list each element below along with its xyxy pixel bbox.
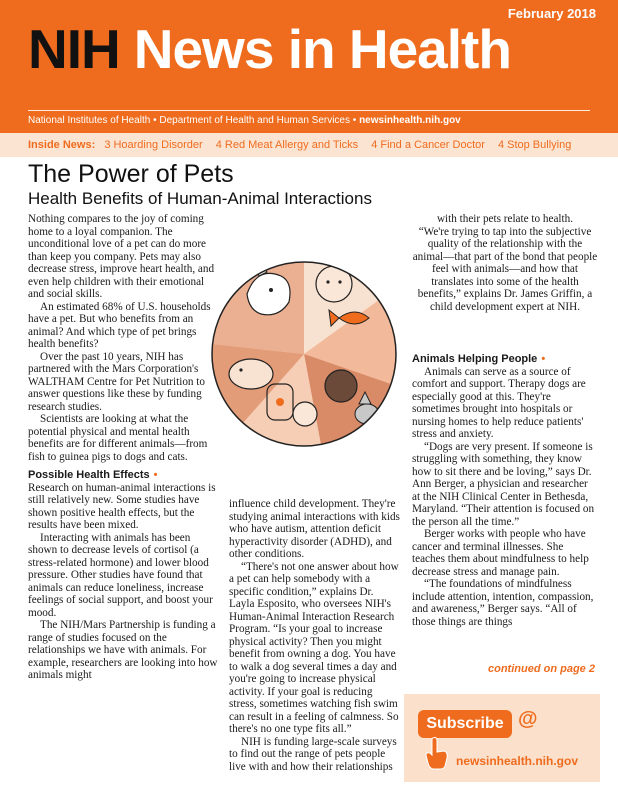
at-symbol-icon: @ (518, 708, 538, 730)
article-subtitle: Health Benefits of Human-Animal Interactions (28, 189, 372, 208)
pointing-hand-icon (424, 736, 450, 770)
paragraph: An estimated 68% of U.S. households have a pet. But who benefits from an animal? And which type of pet brings health benefits? (28, 300, 211, 350)
inside-news-page: 3 (104, 139, 111, 151)
paragraph: Scientists are looking at what the potential physical and mental health benefits are for different animals—from fish to guinea pigs to dogs and cats. (28, 413, 208, 463)
man-face-icon (316, 266, 352, 302)
article-column-3 (412, 347, 598, 628)
subscribe-url-link[interactable]: newsinhealth.nih.gov (456, 754, 579, 768)
paragraph: Berger works with people who have cancer and terminal illnesses. She teaches them about mindfulness to help decrease stress and manage pain. (412, 528, 589, 578)
paragraph: Over the past 10 years, NIH has partnered with the Mars Corporation's WALTHAM Centre for Pet Nutrition to answer questions like these by funding research studies. (28, 350, 206, 413)
bird-icon (276, 398, 284, 406)
inside-news-item-cancer-doctor[interactable] (371, 139, 485, 151)
section-heading-animals-helping (412, 353, 598, 366)
continued-link[interactable]: continued on page 2 (488, 663, 595, 675)
inside-news-label: Inside News: (28, 139, 96, 151)
paragraph: Research on human-animal interactions is still relatively new. Some studies have shown positive health effects, but the results have been mixed. (28, 481, 216, 531)
article-title: The Power of Pets (28, 160, 234, 188)
masthead-header (0, 0, 618, 133)
dog-eye-icon (269, 288, 273, 292)
header-divider (28, 110, 590, 111)
pets-pie-illustration (209, 214, 399, 494)
article-column-2 (229, 498, 401, 773)
subscribe-box (404, 694, 600, 782)
paragraph: “The foundations of mindfulness include attention, intention, compassion, and awareness,” Berger says. “All of those things are things (412, 578, 594, 628)
paragraph: NIH is funding large-scale surveys to find out the range of pets people live with and how their relationships (229, 735, 397, 773)
inside-news-item-hoarding[interactable] (104, 139, 202, 151)
inside-news-item-bullying[interactable] (498, 139, 571, 151)
paragraph: Nothing compares to the joy of coming home to a loyal companion. The unconditional love of a pet can do more than keep you company. Pets may also decrease stress, improve heart health, and even help children with their emotional and social skills. (28, 213, 215, 300)
paragraph: “There's not one answer about how a pet can help somebody with a specific condition,” explains Dr. Layla Esposito, who oversees NIH's Human-Animal Interaction Research Program. “Is your goal to increase physical activity? Then you might benefit from owning a dog. You have to walk a dog several times a day and you're going to increase physical activity. If your goal is reducing stress, sometimes watching fish swim can result in a feeling of calmness. So there's no one type fits all.” (229, 560, 399, 735)
paragraph: The NIH/Mars Partnership is funding a range of studies focused on the relationships we have with animals. For example, researchers are looking into how animals might (28, 619, 218, 681)
guinea-pig-icon (229, 359, 273, 389)
man-eye-icon (326, 280, 329, 283)
man-eye-icon (338, 280, 341, 283)
issue-date: February 2018 (507, 6, 596, 21)
section-heading-text: Animals Helping People (412, 353, 538, 365)
man-with-cat-icon (325, 370, 357, 402)
article-column-1 (28, 213, 220, 682)
inside-news-title: Hoarding Disorder (113, 139, 203, 151)
publication-title (28, 18, 511, 80)
paragraph: with their pets relate to health. (436, 213, 574, 225)
subscribe-button[interactable]: Subscribe (418, 710, 512, 738)
inside-news-page: 4 (497, 139, 505, 151)
inside-news-title: Red Meat Allergy and Ticks (224, 139, 359, 151)
inside-news-item-red-meat[interactable] (216, 139, 358, 151)
paragraph: influence child development. They're studying animal interactions with kids who have autism, attention deficit hyperactivity disorder (ADHD), and other conditions. (229, 498, 400, 560)
inside-news-title: Stop Bullying (507, 139, 572, 151)
paragraph: “We're trying to tap into the subjective quality of the relationship with the animal—that part of the bond that people feel with animals—and how that translates into some of the health benefits,” explains Dr. James Griffin, a child development expert at NIH. (412, 225, 598, 313)
header-site-link[interactable]: newsinhealth.nih.gov (359, 115, 461, 126)
article-column-3-top (412, 213, 598, 313)
guinea-pig-eye-icon (239, 368, 242, 371)
paragraph: “Dogs are very present. If someone is struggling with something, they know how to sit there and be loving,” says Dr. Ann Berger, a physician and researcher at the NIH Clinical Center in Bethesda, Maryland. “Their attention is focused on the person all the time.” (412, 440, 595, 528)
paragraph: Interacting with animals has been shown to decrease levels of cortisol (a stress-related hormone) and lower blood pressure. Other studies have found that animals can reduce loneliness, increase feelings of social support, and boost your mood. (28, 531, 213, 619)
inside-news-page: 4 (371, 139, 378, 151)
inside-news-title: Find a Cancer Doctor (380, 139, 485, 151)
section-heading-text: Possible Health Effects (28, 469, 150, 481)
girl-face-icon (293, 402, 317, 426)
bullet-dot-icon: • (153, 469, 158, 481)
bullet-dot-icon: • (541, 353, 546, 365)
organization-text: National Institutes of Health • Department of Health and Human Services • (28, 115, 360, 126)
nih-logo-text: NIH (28, 18, 120, 80)
paragraph: Animals can serve as a source of comfort and support. Therapy dogs are especially good at this. They're sometimes brought into hospitals or nursing homes to help reduce patients' stress and anxiety. (412, 365, 586, 440)
inside-news-bar (0, 133, 618, 157)
news-in-health-title: News in Health (133, 18, 511, 80)
section-heading-health-effects (28, 469, 220, 482)
organization-line (28, 115, 461, 126)
inside-news-page: 4 (215, 139, 222, 151)
